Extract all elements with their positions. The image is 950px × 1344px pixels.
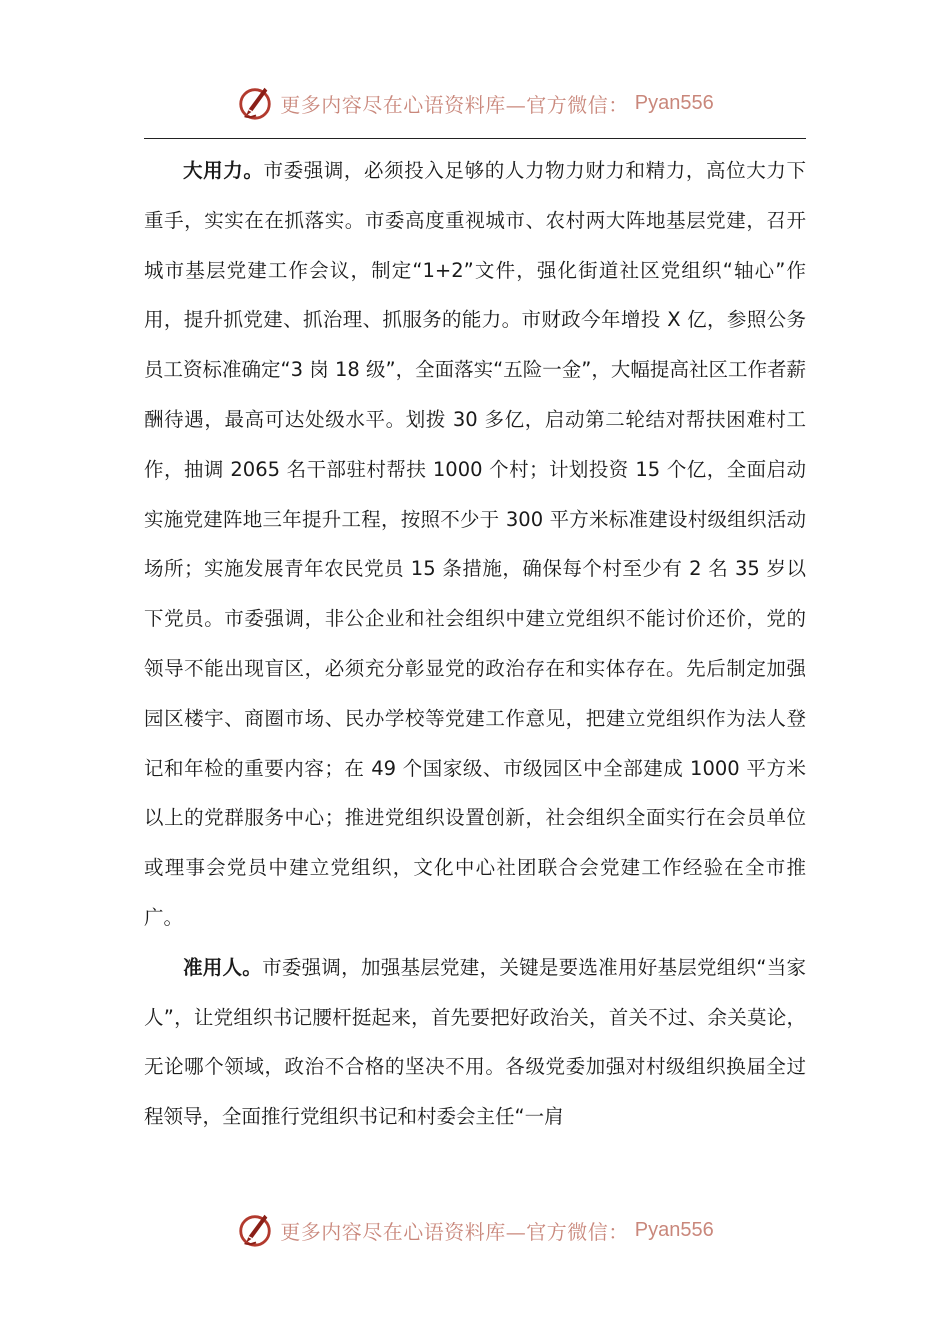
paragraph-1-lead: 大用力。	[183, 159, 264, 182]
footer-banner-wechat-id: Pyan556	[634, 1218, 714, 1241]
paragraph-1	[144, 146, 806, 943]
header-divider	[144, 138, 806, 139]
header-banner	[0, 80, 950, 126]
quill-pen-logo-icon	[236, 84, 274, 122]
header-banner-wechat-id: Pyan556	[634, 91, 714, 114]
paragraph-2	[144, 943, 806, 1142]
document-body	[144, 146, 806, 1142]
paragraph-2-lead: 准用人。	[183, 955, 263, 979]
header-banner-text: 更多内容尽在心语资料库—官方微信：	[280, 92, 629, 117]
paragraph-1-body: 市委强调，必须投入足够的人力物力财力和精力，高位大力下重手，实实在在抓落实。市委高度重视城市、农村两大阵地基层党建，召开城市基层党建工作会议，制定“1+2”文件，强化街道社区党组织“轴心”作用，提升抓党建、抓治理、抓服务的能力。市财政今年增投 X 亿，参照公务员工资标准确定“3 岗 18 级”，全面落实“五险一金”，大幅提高社区工作者薪酬待遇，最高可达处级水平。划拨 30 多亿，启动第二轮结对帮扶困难村工作，抽调 2065 名干部驻村帮扶 1000 个村；计划投资 15 个亿，全面启动实施党建阵地三年提升工程，按照不少于 300 平方米标准建设村级组织活动场所；实施发展青年农民党员 15 条措施，确保每个村至少有 2 名 35 岁以下党员。市委强调，非公企业和社会组织中建立党组织不能讨价还价，党的领导不能出现盲区，必须充分彰显党的政治存在和实体存在。先后制定加强园区楼宇、商圈市场、民办学校等党建工作意见，把建立党组织作为法人登记和年检的重要内容；在 49 个国家级、市级园区中全部建成 1000 平方米以上的党群服务中心；推进党组织设置创新，社会组织全面实行在会员单位或理事会党员中建立党组织，文化中心社团联合会党建工作经验在全市推广。	[144, 159, 806, 929]
footer-banner-text: 更多内容尽在心语资料库—官方微信：	[280, 1219, 629, 1244]
quill-pen-logo-icon	[236, 1211, 274, 1249]
paragraph-2-body: 市委强调，加强基层党建，关键是要选准用好基层党组织“当家人”，让党组织书记腰杆挺起来，首先要把好政治关，首关不过、余关莫论，无论哪个领域，政治不合格的坚决不用。各级党委加强对村级组织换届全过程领导，全面推行党组织书记和村委会主任“一肩	[144, 955, 806, 1129]
footer-banner	[0, 1207, 950, 1253]
